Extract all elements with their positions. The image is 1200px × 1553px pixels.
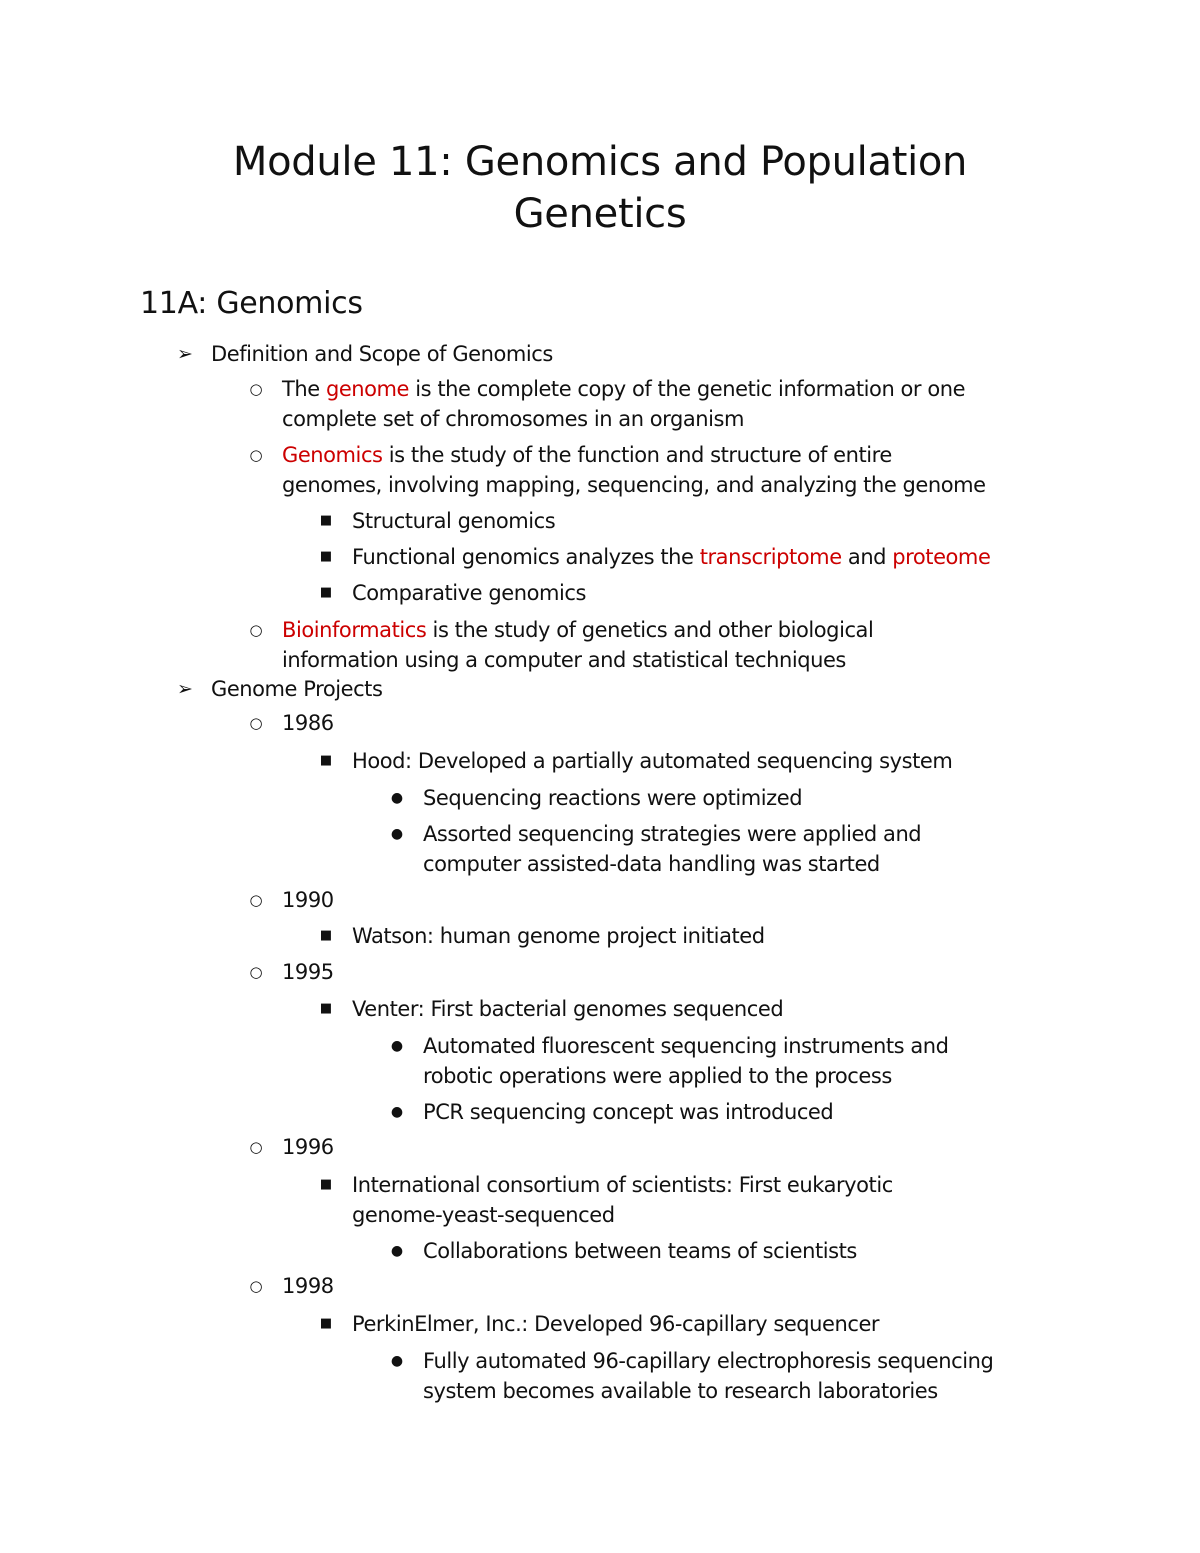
disc-bullet-icon: ● [390,826,404,842]
year-1995: 1995 [282,960,334,984]
page-title [0,136,1200,240]
detail-1996-1: Collaborations between teams of scientists [423,1239,857,1263]
square-bullet-icon: ■ [319,753,333,768]
year-1986: 1986 [282,711,334,735]
topic-projects: Genome Projects [211,677,383,701]
event-1996-cont: genome-yeast-sequenced [352,1203,615,1227]
event-1998: PerkinElmer, Inc.: Developed 96-capillary sequencer [352,1312,880,1336]
year-1998: 1998 [282,1274,334,1298]
disc-bullet-icon: ● [390,1104,404,1120]
bioinformatics-definition-cont: information using a computer and statistical techniques [282,648,846,672]
square-bullet-icon: ■ [319,549,333,564]
year-1996: 1996 [282,1135,334,1159]
event-1990: Watson: human genome project initiated [352,924,765,948]
topic-definition: Definition and Scope of Genomics [211,342,553,366]
genome-definition [282,374,965,404]
disc-bullet-icon: ● [390,790,404,806]
section-heading: 11A: Genomics [140,286,363,321]
circle-bullet-icon: ○ [249,714,263,732]
square-bullet-icon: ■ [319,513,333,528]
square-bullet-icon: ■ [319,1177,333,1192]
circle-bullet-icon: ○ [249,891,263,909]
comparative-genomics: Comparative genomics [352,581,586,605]
event-1986: Hood: Developed a partially automated sequencing system [352,749,953,773]
text-segment: is the complete copy of the genetic information or one [409,377,966,401]
genomics-definition-cont: genomes, involving mapping, sequencing, and analyzing the genome [282,473,986,497]
term-genome: genome [325,377,410,401]
circle-bullet-icon: ○ [249,380,263,398]
genomics-definition [282,440,892,470]
event-1995: Venter: First bacterial genomes sequenced [352,997,784,1021]
square-bullet-icon: ■ [319,1001,333,1016]
arrow-bullet-icon: ➢ [177,343,193,365]
genome-definition-cont: complete set of chromosomes in an organism [282,407,745,431]
disc-bullet-icon: ● [390,1243,404,1259]
square-bullet-icon: ■ [319,585,333,600]
square-bullet-icon: ■ [319,1316,333,1331]
circle-bullet-icon: ○ [249,1138,263,1156]
text-segment: Functional genomics analyzes the [352,545,700,569]
functional-genomics [352,542,990,572]
title-line-2: Genetics [513,191,687,237]
arrow-bullet-icon: ➢ [177,678,193,700]
detail-1995-2: PCR sequencing concept was introduced [423,1100,834,1124]
detail-1986-2: Assorted sequencing strategies were applied and [423,822,922,846]
disc-bullet-icon: ● [390,1353,404,1369]
structural-genomics: Structural genomics [352,509,556,533]
detail-1995-1: Automated fluorescent sequencing instruments and [423,1034,949,1058]
square-bullet-icon: ■ [319,928,333,943]
detail-1986-2-cont: computer assisted-data handling was started [423,852,880,876]
bioinformatics-definition [282,615,873,645]
detail-1998-1: Fully automated 96-capillary electrophoresis sequencing [423,1349,994,1373]
text-segment: and [841,545,893,569]
disc-bullet-icon: ● [390,1038,404,1054]
text-segment: is the study of genetics and other biological [426,618,874,642]
circle-bullet-icon: ○ [249,621,263,639]
circle-bullet-icon: ○ [249,446,263,464]
text-segment: The [282,377,326,401]
term-bioinformatics: Bioinformatics [282,618,427,642]
circle-bullet-icon: ○ [249,963,263,981]
term-proteome: proteome [892,545,991,569]
detail-1986-1: Sequencing reactions were optimized [423,786,803,810]
detail-1995-1-cont: robotic operations were applied to the process [423,1064,892,1088]
circle-bullet-icon: ○ [249,1277,263,1295]
term-transcriptome: transcriptome [699,545,842,569]
year-1990: 1990 [282,888,334,912]
event-1996: International consortium of scientists: First eukaryotic [352,1173,893,1197]
term-genomics: Genomics [282,443,383,467]
title-line-1: Module 11: Genomics and Population [232,139,968,185]
detail-1998-1-cont: system becomes available to research laboratories [423,1379,938,1403]
text-segment: is the study of the function and structure of entire [382,443,892,467]
